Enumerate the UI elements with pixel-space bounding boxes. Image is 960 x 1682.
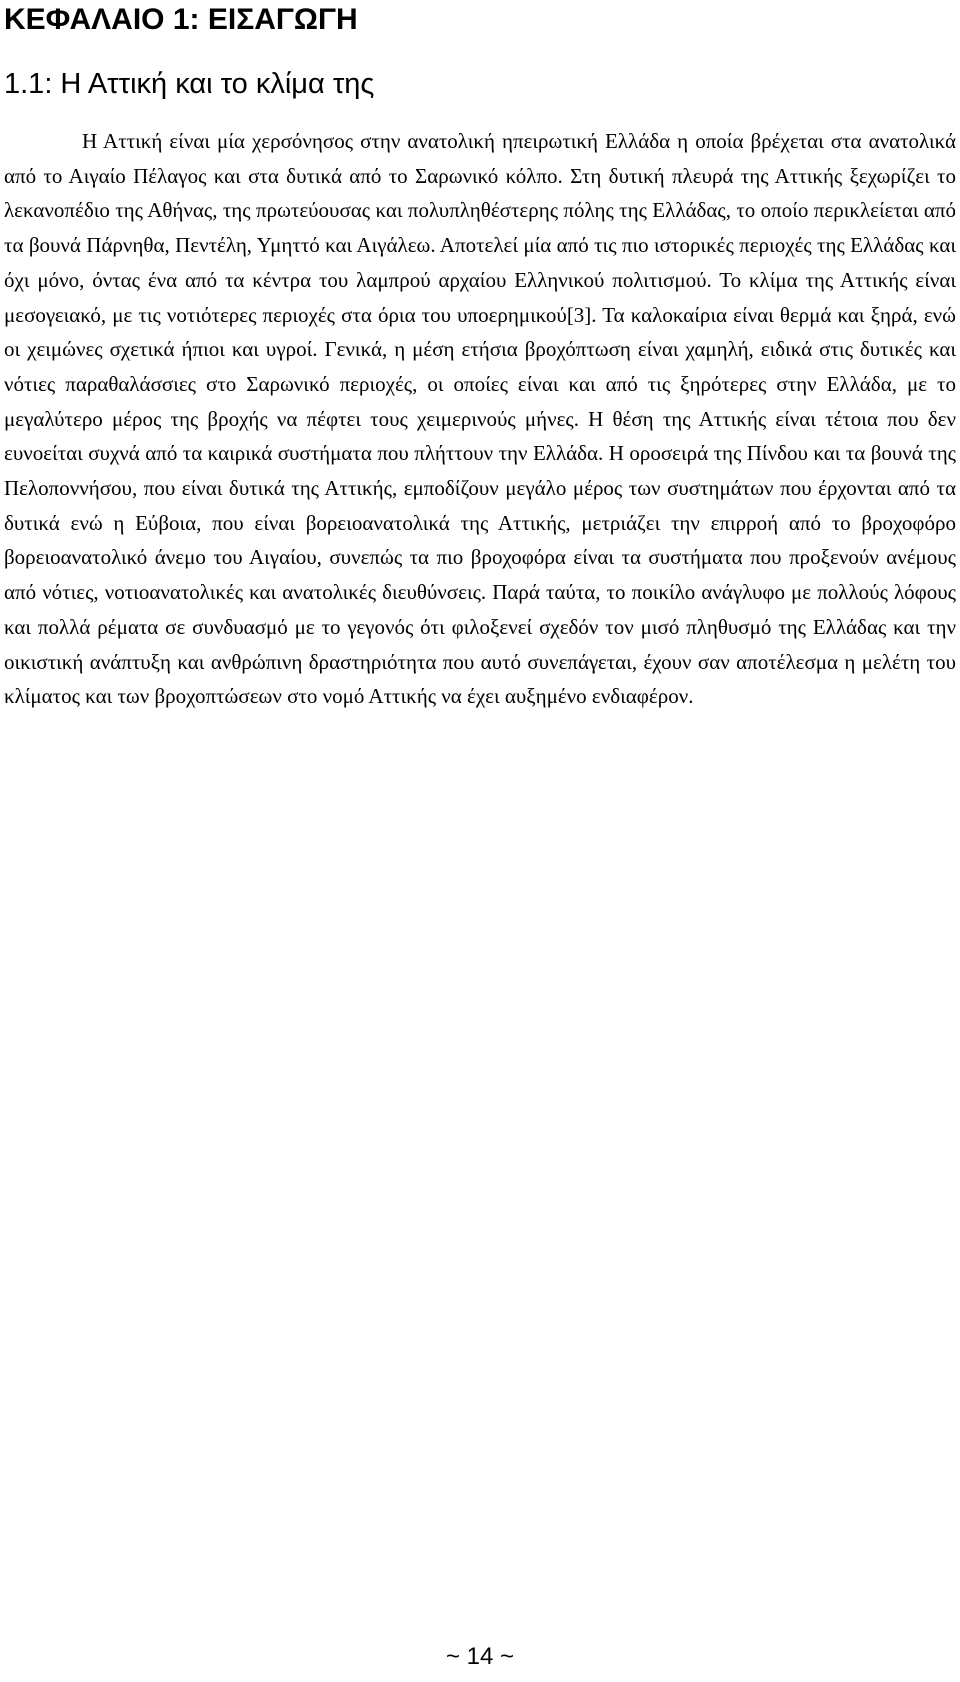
body-paragraph: Η Αττική είναι μία χερσόνησος στην ανατολική ηπειρωτική Ελλάδα η οποία βρέχεται στα ανατολικά από το Αιγαίο Πέλαγος και στα δυτικά από το Σαρωνικό κόλπο. Στη δυτική πλευρά της Αττικής ξεχωρίζει το λεκανοπέδιο της Αθήνας, της πρωτεύουσας και πολυπληθέστερης πόλης της Ελλάδας, το οποίο περικλείεται από τα βουνά Πάρνηθα, Πεντέλη, Υμηττό και Αιγάλεω. Αποτελεί μία από τις πιο ιστορικές περιοχές της Ελλάδας και όχι μόνο, όντας ένα από τα κέντρα του λαμπρού αρχαίου Ελληνικού πολιτισμού. Το κλίμα της Αττικής είναι μεσογειακό, με τις νοτιότερες περιοχές στα όρια του υποερημικού[3]. Τα καλοκαίρια είναι θερμά και ξηρά, ενώ οι χειμώνες σχετικά ήπιοι και υγροί. Γενικά, η μέση ετήσια βροχόπτωση είναι χαμηλή, ειδικά στις δυτικές και νότιες παραθαλάσσιες στο Σαρωνικό περιοχές, οι οποίες είναι και από τις ξηρότερες στην Ελλάδα, με το μεγαλύτερο μέρος της βροχής να πέφτει τους χειμερινούς μήνες. Η θέση της Αττικής είναι τέτοια που δεν ευνοείται συχνά από τα καιρικά συστήματα που πλήττουν την Ελλάδα. Η οροσειρά της Πίνδου και τα βουνά της Πελοποννήσου, που είναι δυτικά της Αττικής, εμποδίζουν μεγάλο μέρος των συστημάτων που έρχονται από τα δυτικά ενώ η Εύβοια, που είναι βορειοανατολικά της Αττικής, μετριάζει την επιρροή από το βροχοφόρο βορειοανατολικό άνεμο του Αιγαίου, συνεπώς τα πιο βροχοφόρα είναι τα συστήματα που προξενούν ανέμους από νότιες, νοτιοανατολικές και ανατολικές διευθύνσεις. Παρά ταύτα, το ποικίλο ανάγλυφο με πολλούς λόφους και πολλά ρέματα σε συνδυασμό με το γεγονός ότι φιλοξενεί σχεδόν τον μισό πληθυσμό της Ελλάδας και την οικιστική ανάπτυξη και ανθρώπινη δραστηριότητα που αυτό συνεπάγεται, έχουν σαν αποτέλεσμα η μελέτη του κλίματος και των βροχοπτώσεων στο νομό Αττικής να έχει αυξημένο ενδιαφέρον. [4,129,956,709]
page-number: ~ 14 ~ [445,1643,515,1670]
chapter-title: ΚΕΦΑΛΑΙΟ 1: ΕΙΣΑΓΩΓΗ [4,3,358,36]
section-title: 1.1: Η Αττική και το κλίμα της [4,68,375,100]
